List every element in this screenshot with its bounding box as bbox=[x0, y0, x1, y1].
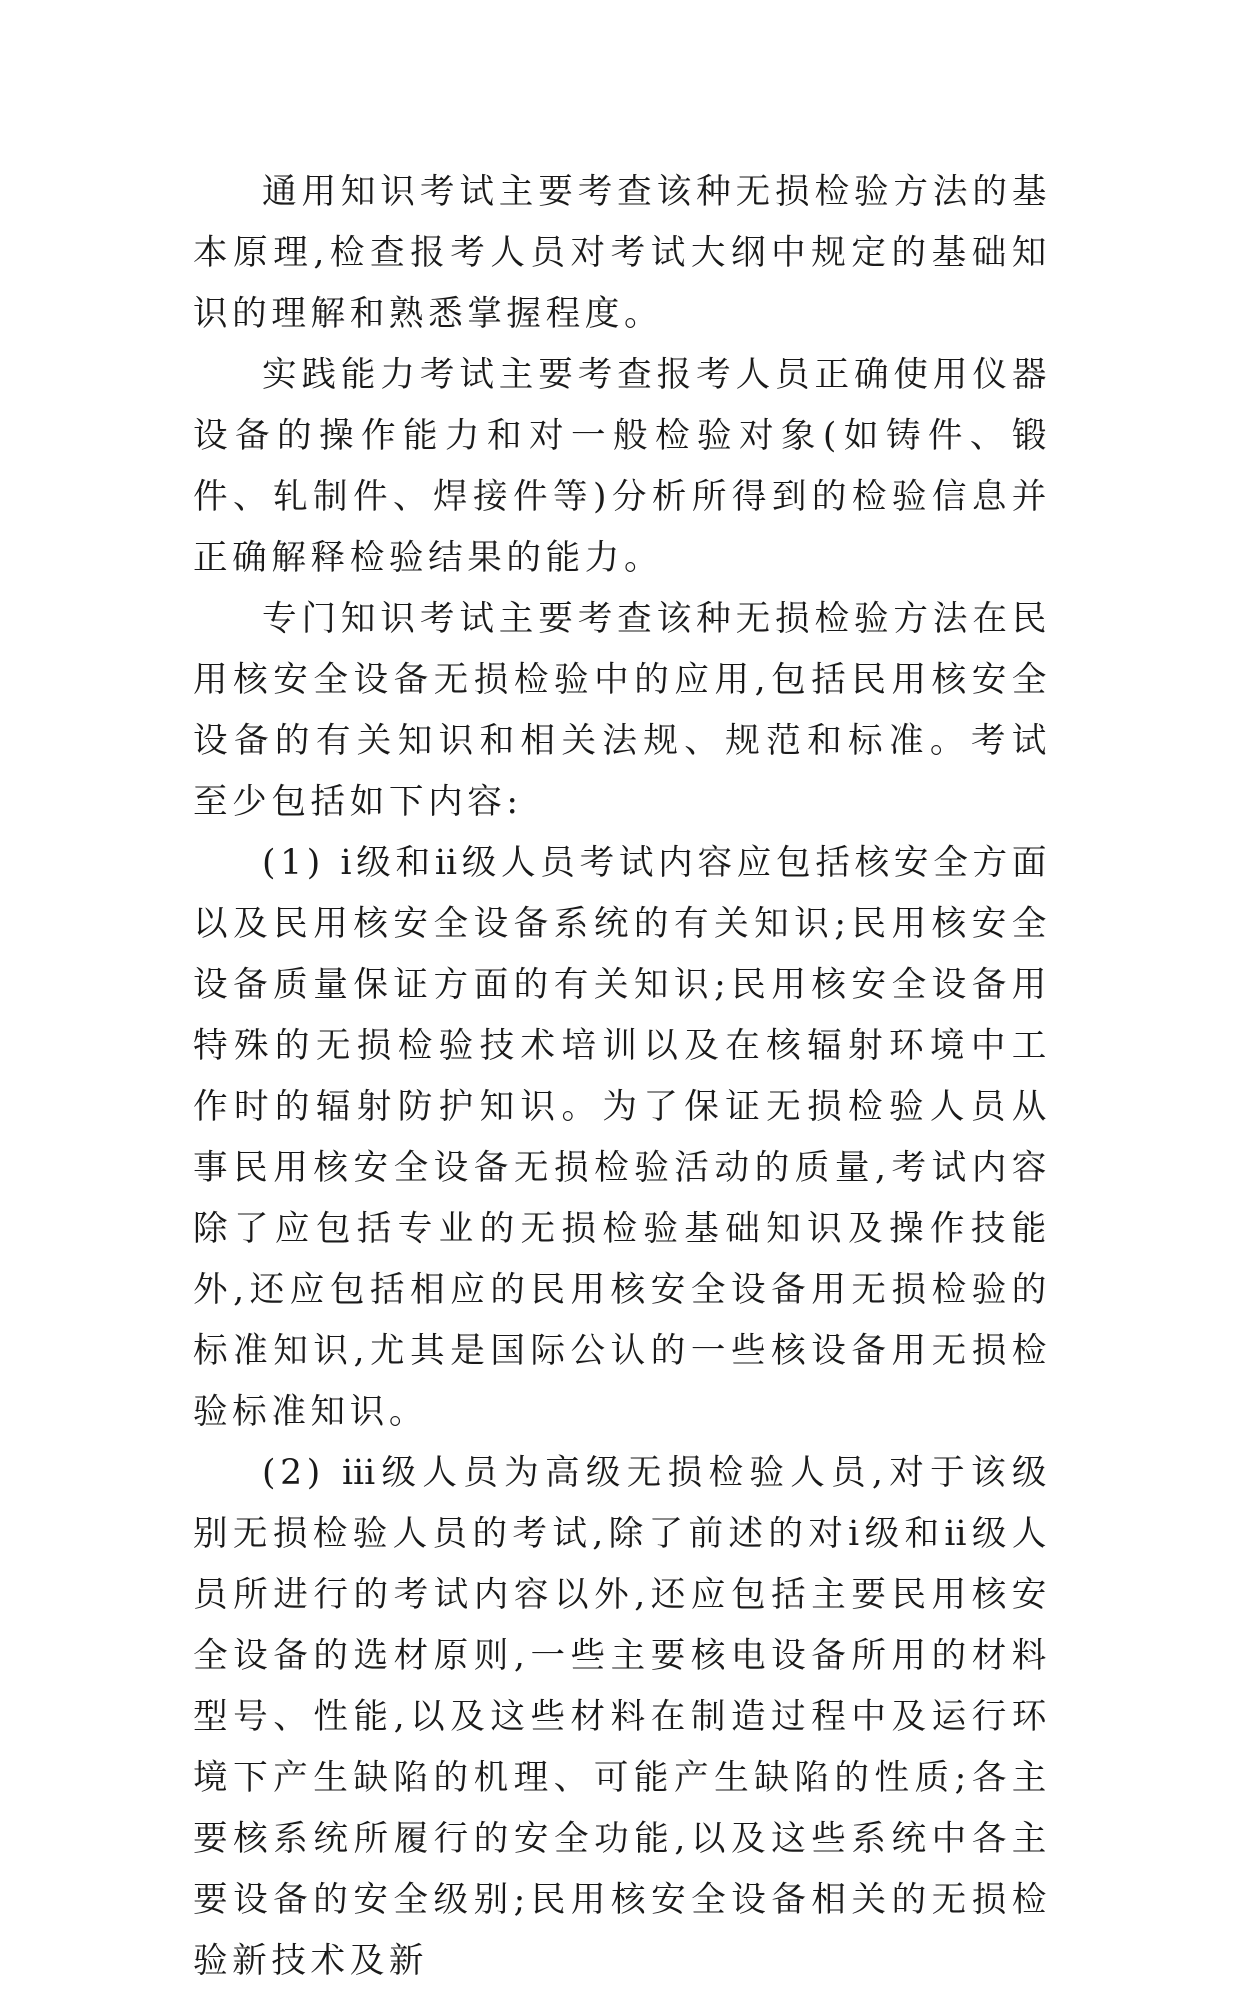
paragraph-general-knowledge-exam: 通用知识考试主要考查该种无损检验方法的基本原理,检查报考人员对考试大纲中规定的基础知识的理解和熟悉掌握程度。 bbox=[193, 172, 1051, 334]
document-body bbox=[193, 162, 1051, 1992]
paragraph-specialized-knowledge-exam: 专门知识考试主要考查该种无损检验方法在民用核安全设备无损检验中的应用,包括民用核安全设备的有关知识和相关法规、规范和标准。考试至少包括如下内容: bbox=[193, 599, 1051, 822]
paragraph-item-2-level-iii: (2) ⅲ级人员为高级无损检验人员,对于该级别无损检验人员的考试,除了前述的对ⅰ级和ⅱ级人员所进行的考试内容以外,还应包括主要民用核安全设备的选材原则,一些主要核电设备所用的材料型号、性能,以及这些材料在制造过程中及运行环境下产生缺陷的机理、可能产生缺陷的性质;各主要核系统所履行的安全功能,以及这些系统中各主要设备的安全级别;民用核安全设备相关的无损检验新技术及新 bbox=[193, 1453, 1051, 1981]
paragraph-item-1-level-i-ii: (1) ⅰ级和ⅱ级人员考试内容应包括核安全方面以及民用核安全设备系统的有关知识;民用核安全设备质量保证方面的有关知识;民用核安全设备用特殊的无损检验技术培训以及在核辐射环境中工作时的辐射防护知识。为了保证无损检验人员从事民用核安全设备无损检验活动的质量,考试内容除了应包括专业的无损检验基础知识及操作技能外,还应包括相应的民用核安全设备用无损检验的标准知识,尤其是国际公认的一些核设备用无损检验标准知识。 bbox=[193, 843, 1051, 1432]
paragraph-practical-ability-exam: 实践能力考试主要考查报考人员正确使用仪器设备的操作能力和对一般检验对象(如铸件、锻件、轧制件、焊接件等)分析所得到的检验信息并正确解释检验结果的能力。 bbox=[193, 355, 1051, 578]
